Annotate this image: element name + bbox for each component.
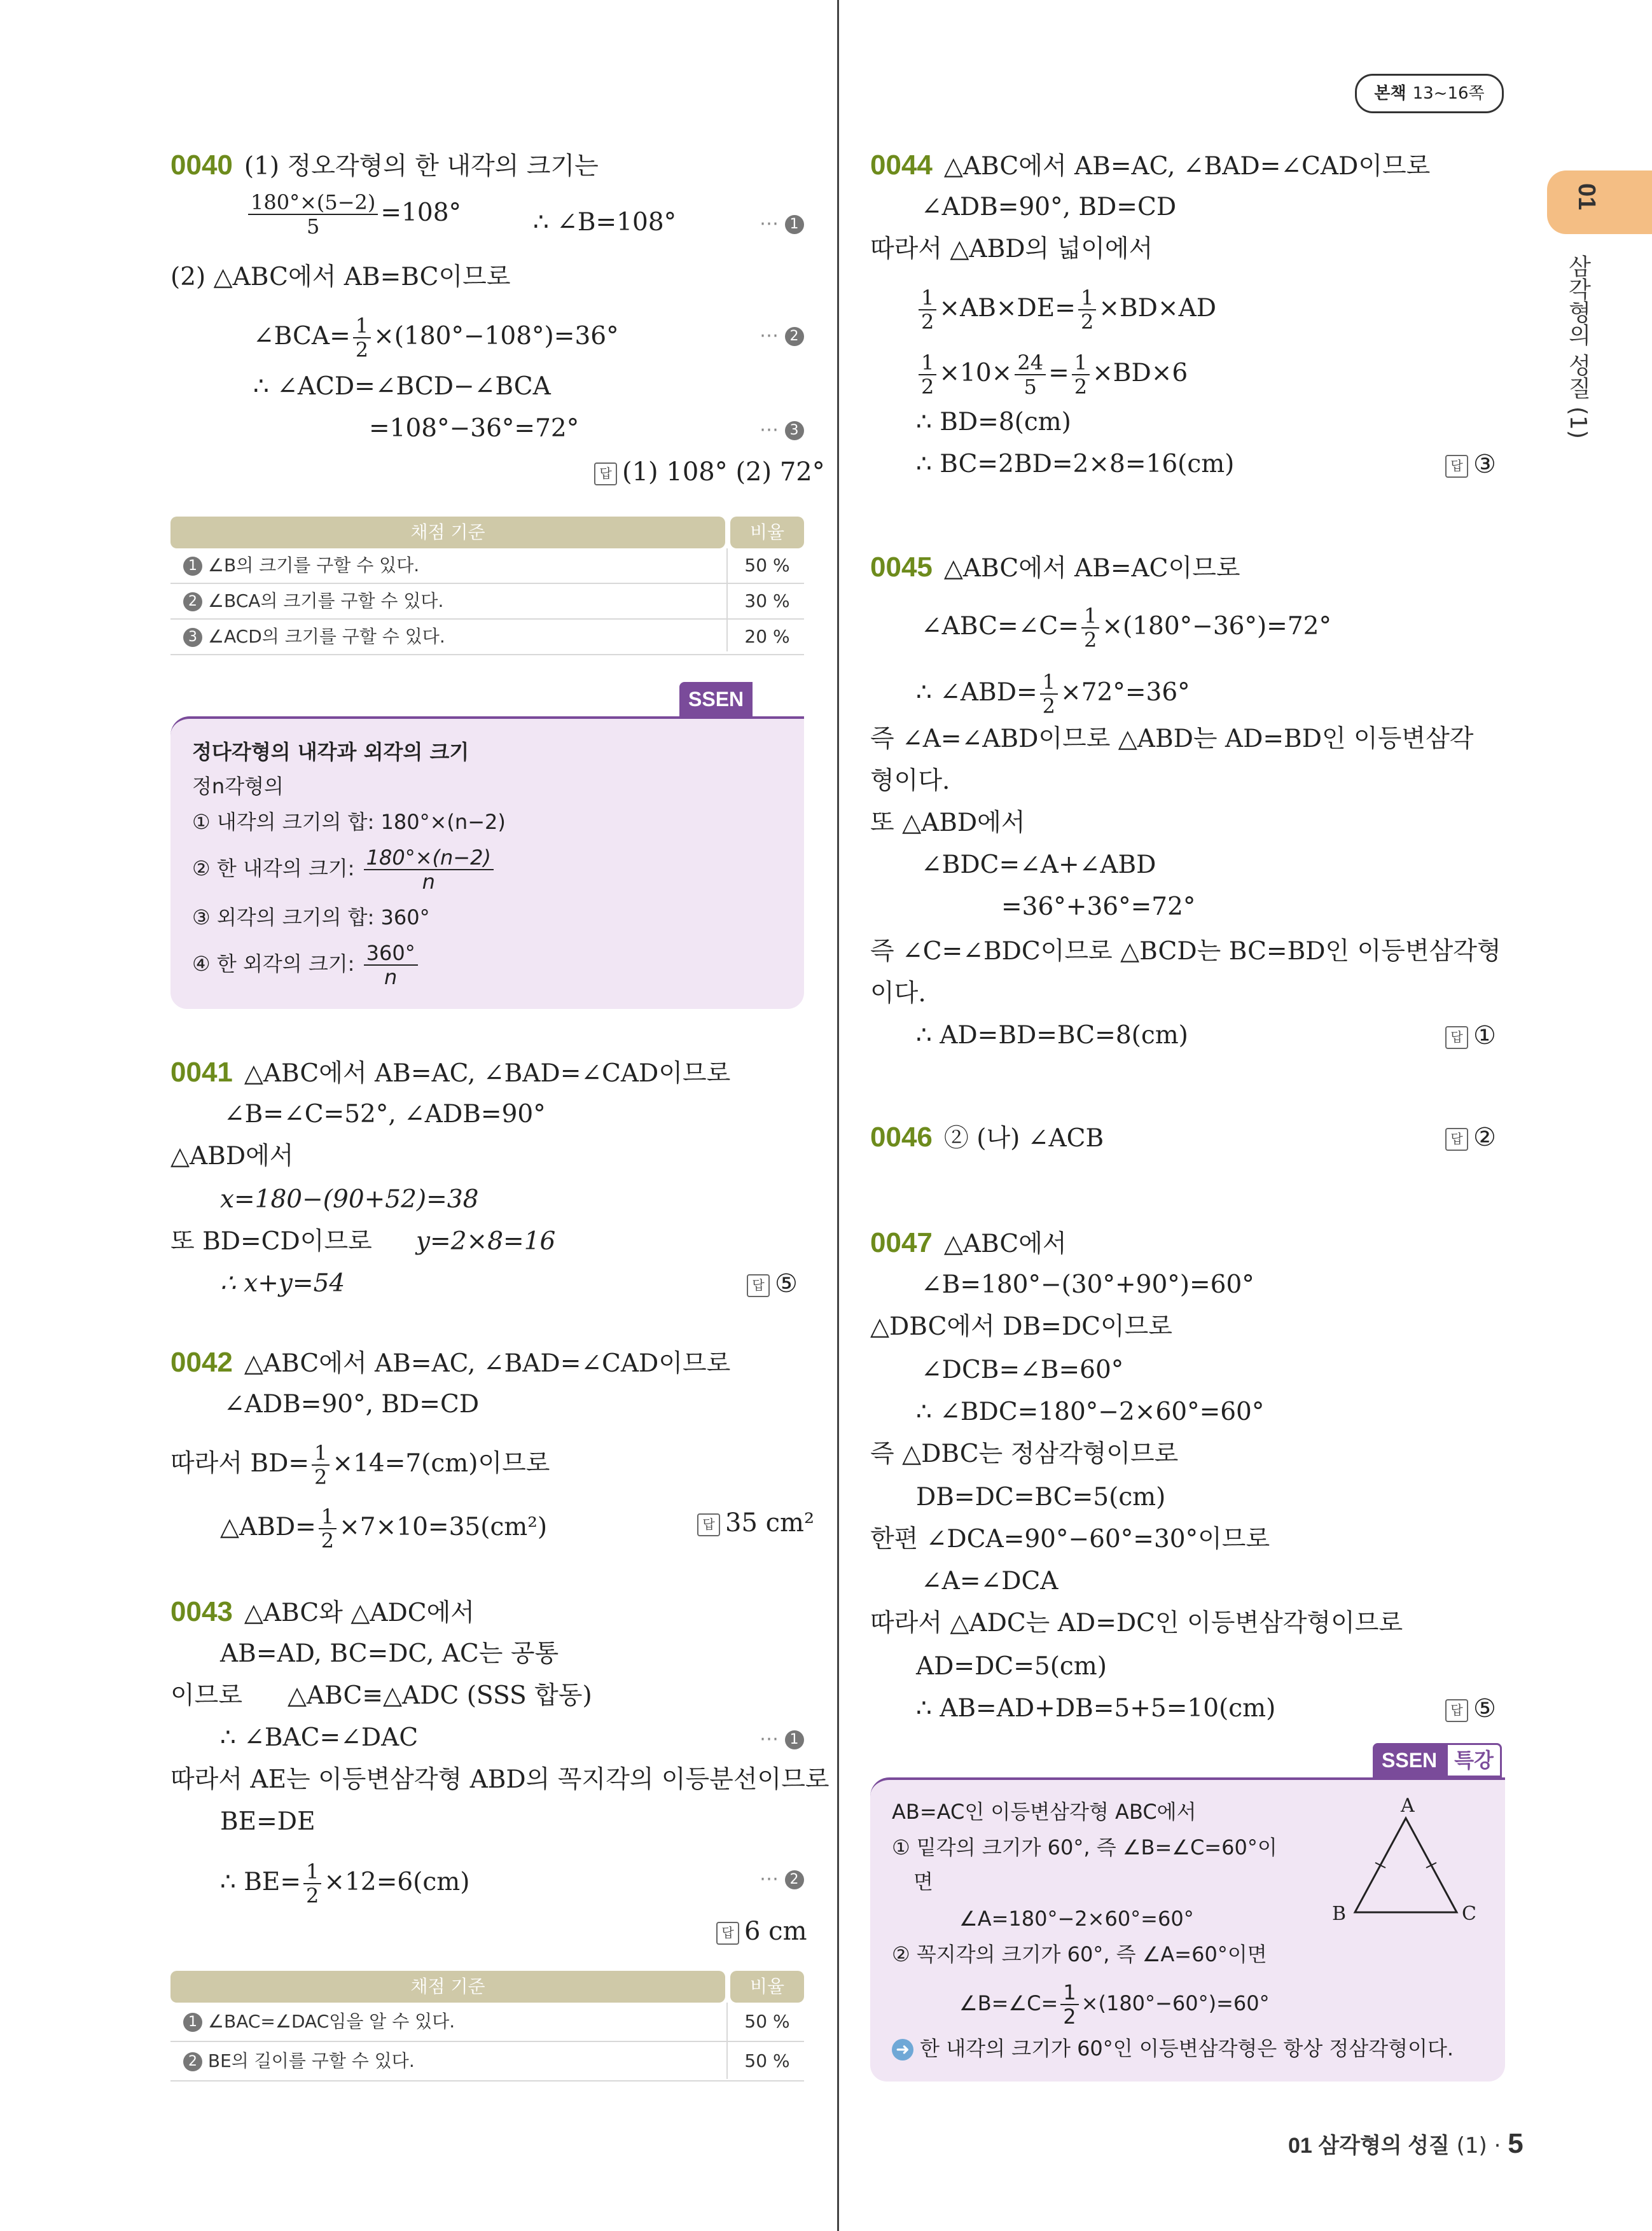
ratio-header: 비율 <box>730 517 804 548</box>
denominator: 5 <box>307 214 320 239</box>
numerator: 1 <box>1060 1981 1078 2005</box>
ssen-line-7 <box>892 2034 1454 2062</box>
answer-icon: 답 <box>1445 1699 1468 1722</box>
problem-number: 0043 <box>170 1596 233 1627</box>
criteria-header: 채점 기준 <box>170 517 725 548</box>
text: ∴ BE= <box>220 1868 302 1896</box>
text: △ABC에서 AB=AC, ∠BAD=∠CAD이므로 <box>244 1059 731 1088</box>
table-row <box>170 620 804 655</box>
footer-sub: (1) <box>1456 2133 1487 2158</box>
text: = <box>1048 359 1069 387</box>
criteria-text: ∠ACD의 크기를 구할 수 있다. <box>207 626 445 647</box>
page-divider <box>837 0 839 2231</box>
denominator: 2 <box>921 310 934 334</box>
criteria-text: BE의 길이를 구할 수 있다. <box>207 2050 415 2071</box>
vertex-label-c: C <box>1462 1903 1476 1925</box>
numerator: 180°×(n−2) <box>364 846 494 870</box>
denominator: 2 <box>1042 694 1056 718</box>
problem-number: 0040 <box>170 149 233 181</box>
denominator: 2 <box>314 1465 328 1489</box>
arrow-right-icon: ➜ <box>892 2039 913 2061</box>
text: △ABC와 △ADC에서 <box>244 1599 475 1627</box>
ratio-header: 비율 <box>730 1971 804 2003</box>
problem-0043-line4: ∴ ∠BAC=∠DAC <box>220 1723 419 1752</box>
fraction <box>1015 351 1046 398</box>
problem-number: 0044 <box>870 149 933 181</box>
grading-table-0043 <box>170 1971 804 2082</box>
fraction <box>319 1505 337 1552</box>
step-number: 1 <box>183 2013 202 2032</box>
answer-value: 6 cm <box>744 1917 807 1946</box>
problem-0047-line11: AD=DC=5(cm) <box>916 1652 1107 1681</box>
answer-value: 35 cm² <box>725 1508 814 1538</box>
page-footer: 01 삼각형의 성질 (1) · 5 <box>1288 2128 1524 2159</box>
ssen-line-6 <box>959 1981 1270 2028</box>
denominator: 2 <box>921 375 934 399</box>
problem-0044-line1 <box>870 150 1430 182</box>
answer-icon: 답 <box>697 1513 720 1536</box>
problem-0045-line11: ∴ AD=BD=BC=8(cm) <box>916 1021 1188 1050</box>
step-number: 2 <box>785 327 804 346</box>
fraction <box>248 191 378 238</box>
numerator: 24 <box>1015 351 1046 375</box>
step-mark-1: ⋯ 1 <box>760 1728 804 1750</box>
text: ② 한 내각의 크기: <box>192 856 355 880</box>
step-number: 1 <box>785 215 804 234</box>
denominator: n <box>422 870 435 894</box>
text: ×12=6(cm) <box>324 1868 470 1896</box>
step-number: 3 <box>785 421 804 440</box>
answer-value: ② <box>1473 1123 1496 1152</box>
problem-0041-line3: △ABD에서 <box>170 1142 294 1171</box>
problem-0047-line4: ∠DCB=∠B=60° <box>921 1356 1124 1384</box>
problem-0041-line2: ∠B=∠C=52°, ∠ADB=90° <box>224 1100 546 1129</box>
numerator: 1 <box>353 314 371 338</box>
answer-0044 <box>1445 449 1496 480</box>
ssen-label: SSEN <box>679 682 753 716</box>
step-number: 1 <box>785 1730 804 1749</box>
problem-0047-line12: ∴ AB=AD+DB=5+5=10(cm) <box>916 1694 1276 1723</box>
text: 한 내각의 크기가 60°인 이등변삼각형은 항상 정삼각형이다. <box>920 2036 1454 2061</box>
criteria-header: 채점 기준 <box>170 1971 725 2003</box>
step-mark-1: ⋯ 1 <box>760 212 804 235</box>
numerator: 1 <box>919 286 936 310</box>
problem-0045-line10: 이다. <box>870 979 926 1008</box>
fraction <box>1072 351 1090 398</box>
ssen-item-2 <box>192 846 496 893</box>
denominator: 2 <box>1063 2005 1076 2029</box>
text: ×AB×DE= <box>939 294 1076 323</box>
text: ∠B=∠C= <box>959 1991 1059 2015</box>
step-mark-3: ⋯ 3 <box>760 419 804 441</box>
fraction <box>1040 671 1058 718</box>
text: ② (나) ∠ACB <box>943 1124 1104 1153</box>
problem-0044-line3: 따라서 △ABD의 넓이에서 <box>870 235 1153 263</box>
problem-0047-line10: 따라서 △ADC는 AD=DC인 이등변삼각형이므로 <box>870 1609 1403 1637</box>
step-mark-2: ⋯ 2 <box>760 324 804 347</box>
problem-0043-line6: BE=DE <box>220 1807 316 1836</box>
numerator: 360° <box>364 942 418 966</box>
numerator: 180°×(5−2) <box>248 191 378 215</box>
denominator: 5 <box>1024 375 1037 399</box>
problem-number: 0047 <box>870 1227 933 1258</box>
problem-0041-line6: ∴ x+y=54 <box>220 1269 345 1298</box>
problem-0043-line3b: △ABC≡△ADC (SSS 합동) <box>288 1681 592 1710</box>
text: ×BD×AD <box>1099 294 1217 323</box>
text: △ABC에서 <box>943 1230 1067 1258</box>
ssen-label: SSEN <box>1373 1743 1446 1777</box>
problem-0045-line1 <box>870 552 1240 584</box>
text: ∠ABC=∠C= <box>921 612 1079 641</box>
text: ×10× <box>939 359 1013 387</box>
fraction <box>364 846 494 893</box>
problem-0040-line1 <box>170 150 599 182</box>
problem-0042-line1 <box>170 1347 730 1379</box>
answer-0043 <box>716 1916 807 1947</box>
problem-0047-line7: DB=DC=BC=5(cm) <box>916 1483 1166 1512</box>
problem-number: 0041 <box>170 1057 233 1088</box>
step-mark-2: ⋯ 2 <box>760 1868 804 1890</box>
ratio-value: 50 % <box>744 2050 790 2071</box>
numerator: 1 <box>1078 286 1096 310</box>
problem-0041-line5b: y=2×8=16 <box>416 1227 556 1256</box>
badge-label: 본책 <box>1374 84 1406 103</box>
chapter-side-title: 삼각형의 성질 (1) <box>1565 254 1591 439</box>
step-number: 3 <box>183 628 202 647</box>
problem-0045-line6: 또 △ABD에서 <box>870 809 1025 837</box>
ssen-tag <box>679 682 804 716</box>
answer-0040 <box>594 457 825 488</box>
problem-0041-line5a: 또 BD=CD이므로 <box>170 1227 372 1256</box>
problem-0040-line3: (2) △ABC에서 AB=BC이므로 <box>170 263 511 291</box>
problem-0044-line5 <box>916 351 1188 398</box>
fraction <box>1060 1981 1078 2028</box>
ssen-item-1: ① 내각의 크기의 합: 180°×(n−2) <box>192 810 506 834</box>
problem-0042-line3 <box>170 1442 550 1489</box>
grading-table-0040 <box>170 517 804 655</box>
denominator: 2 <box>1083 628 1097 652</box>
text: ×(180°−60°)=60° <box>1081 1991 1270 2015</box>
problem-number: 0046 <box>870 1122 933 1153</box>
problem-0047-line6: 즉 △DBC는 정삼각형이므로 <box>870 1440 1179 1468</box>
page-reference-badge <box>1355 74 1504 113</box>
page-number: 5 <box>1508 2128 1524 2159</box>
text: 따라서 BD= <box>170 1449 310 1478</box>
problem-0041-line1 <box>170 1057 730 1089</box>
fraction <box>353 314 371 361</box>
problem-0044-line7: ∴ BC=2BD=2×8=16(cm) <box>916 450 1235 478</box>
ssen-line-1: AB=AC인 이등변삼각형 ABC에서 <box>892 1800 1197 1824</box>
vertex-label-a: A <box>1401 1795 1415 1817</box>
isosceles-triangle-figure <box>1323 1793 1489 1933</box>
answer-icon: 답 <box>716 1922 739 1945</box>
answer-0045 <box>1445 1020 1496 1052</box>
ssen-box-polygon-angles <box>170 716 804 1009</box>
answer-value: ③ <box>1473 450 1496 479</box>
text: =108° <box>380 198 462 227</box>
criteria-text: ∠BAC=∠DAC임을 알 수 있다. <box>207 2011 455 2032</box>
text: ×(180°−36°)=72° <box>1102 612 1331 641</box>
ssen-subtitle: 정n각형의 <box>192 774 284 798</box>
answer-value: (1) 108° (2) 72° <box>622 457 825 487</box>
ratio-value: 50 % <box>744 555 790 576</box>
fraction <box>919 351 936 398</box>
table-row <box>170 548 804 584</box>
numerator: 1 <box>303 1860 321 1884</box>
problem-0047-line3: △DBC에서 DB=DC이므로 <box>870 1312 1172 1341</box>
problem-0043-line1 <box>170 1597 475 1629</box>
ssen-item-3: ③ 외각의 크기의 합: 360° <box>192 905 430 929</box>
text: ×14=7(cm)이므로 <box>332 1449 550 1478</box>
problem-0047-line8: 한편 ∠DCA=90°−60°=30°이므로 <box>870 1525 1270 1553</box>
denominator: 2 <box>1074 375 1088 399</box>
fraction <box>364 942 418 989</box>
answer-value: ⑤ <box>775 1269 798 1298</box>
problem-0043-line3a: 이므로 <box>170 1681 243 1710</box>
fraction <box>312 1442 330 1489</box>
problem-0040-line4 <box>253 314 619 361</box>
ssen-tag <box>1373 1743 1502 1777</box>
answer-icon: 답 <box>1445 455 1468 478</box>
text: ×BD×6 <box>1092 359 1188 387</box>
problem-0042-line4 <box>220 1505 547 1552</box>
chapter-number: 01 <box>1573 183 1600 211</box>
numerator: 1 <box>1040 671 1058 695</box>
ssen-box-isosceles <box>870 1777 1505 2082</box>
ratio-value: 30 % <box>744 590 790 611</box>
table-row <box>170 584 804 620</box>
problem-0044-line4 <box>916 286 1216 333</box>
text: △ABD= <box>220 1513 316 1541</box>
ssen-item-4 <box>192 942 420 989</box>
problem-0045-line4: 즉 ∠A=∠ABD이므로 △ABD는 AD=BD인 이등변삼각 <box>870 725 1474 753</box>
answer-icon: 답 <box>1445 1128 1468 1151</box>
text: ∴ ∠ABD= <box>916 678 1038 707</box>
vertex-label-b: B <box>1332 1903 1347 1925</box>
criteria-text: ∠BCA의 크기를 구할 수 있다. <box>207 590 444 611</box>
problem-0043-line2: AB=AD, BC=DC, AC는 공통 <box>220 1639 559 1668</box>
denominator: n <box>384 965 398 989</box>
problem-0043-line5: 따라서 AE는 이등변삼각형 ABD의 꼭지각의 이등분선이므로 <box>170 1765 829 1794</box>
problem-0040-line5: ∴ ∠ACD=∠BCD−∠BCA <box>253 372 551 401</box>
answer-0042 <box>697 1508 814 1539</box>
answer-value: ① <box>1473 1021 1496 1050</box>
answer-icon: 답 <box>1445 1026 1468 1049</box>
table-row <box>170 2003 804 2042</box>
answer-icon: 답 <box>747 1274 770 1297</box>
ssen-line-4: ∠A=180°−2×60°=60° <box>959 1907 1194 1931</box>
criteria-text: ∠B의 크기를 구할 수 있다. <box>207 555 420 576</box>
text: ④ 한 외각의 크기: <box>192 952 355 976</box>
text: (1) 정오각형의 한 내각의 크기는 <box>244 152 599 181</box>
problem-0047-line2: ∠B=180°−(30°+90°)=60° <box>921 1270 1254 1299</box>
fraction <box>1081 604 1099 651</box>
answer-0047 <box>1445 1693 1496 1725</box>
denominator: 2 <box>355 338 369 362</box>
problem-number: 0045 <box>870 552 933 583</box>
text: △ABC에서 AB=AC, ∠BAD=∠CAD이므로 <box>943 152 1431 181</box>
special-label: 특강 <box>1446 1743 1502 1777</box>
problem-0046-line1 <box>870 1122 1104 1154</box>
problem-0045-line9: 즉 ∠C=∠BDC이므로 △BCD는 BC=BD인 이등변삼각형 <box>870 937 1501 966</box>
text: ×7×10=35(cm²) <box>339 1513 548 1541</box>
step-number: 2 <box>785 1870 804 1889</box>
text: △ABC에서 AB=AC이므로 <box>943 554 1240 583</box>
problem-number: 0042 <box>170 1347 233 1378</box>
problem-0044-line6: ∴ BD=8(cm) <box>916 408 1071 436</box>
fraction <box>919 286 936 333</box>
numerator: 1 <box>312 1442 330 1466</box>
footer-chapter: 01 삼각형의 성질 <box>1288 2134 1450 2158</box>
numerator: 1 <box>1072 351 1090 375</box>
problem-0047-line9: ∠A=∠DCA <box>921 1567 1059 1595</box>
ratio-value: 50 % <box>744 2011 790 2032</box>
text: ×72°=36° <box>1060 678 1190 707</box>
answer-icon: 답 <box>594 462 617 485</box>
denominator: 2 <box>306 1884 319 1908</box>
answer-value: ⑤ <box>1473 1694 1496 1723</box>
numerator: 1 <box>919 351 936 375</box>
problem-0045-line2 <box>921 604 1331 651</box>
problem-0045-line7: ∠BDC=∠A+∠ABD <box>921 851 1156 879</box>
ratio-value: 20 % <box>744 626 790 647</box>
ssen-title: 정다각형의 내각과 외각의 크기 <box>192 740 469 764</box>
problem-0045-line3 <box>916 671 1190 718</box>
problem-0040-therefore: ∴ ∠B=108° <box>533 208 677 237</box>
problem-0047-line1 <box>870 1228 1067 1260</box>
problem-0044-line2: ∠ADB=90°, BD=CD <box>921 193 1177 221</box>
fraction <box>1078 286 1096 333</box>
step-number: 1 <box>183 557 202 576</box>
problem-0040-line6: =108°−36°=72° <box>369 414 580 443</box>
numerator: 1 <box>319 1505 337 1529</box>
table-row <box>170 2042 804 2082</box>
chapter-tab <box>1547 170 1652 234</box>
badge-pages: 13~16쪽 <box>1412 84 1485 103</box>
denominator: 2 <box>321 1529 335 1553</box>
problem-0040-line2 <box>246 191 461 238</box>
step-number: 2 <box>183 2052 202 2071</box>
text: △ABC에서 AB=AC, ∠BAD=∠CAD이므로 <box>244 1349 731 1378</box>
text: ∠BCA= <box>253 322 351 351</box>
problem-0045-line5: 형이다. <box>870 767 950 795</box>
problem-0041-line4: x=180−(90+52)=38 <box>220 1185 479 1214</box>
ssen-line-5: ② 꼭지각의 크기가 60°, 즉 ∠A=60°이면 <box>892 1942 1267 1966</box>
answer-0041 <box>747 1268 798 1300</box>
numerator: 1 <box>1081 604 1099 629</box>
problem-0042-line2: ∠ADB=90°, BD=CD <box>224 1390 480 1419</box>
denominator: 2 <box>1080 310 1094 334</box>
answer-0046 <box>1445 1122 1496 1153</box>
problem-0047-line5: ∴ ∠BDC=180°−2×60°=60° <box>916 1398 1265 1426</box>
problem-0043-line7 <box>220 1860 469 1907</box>
ssen-line-3: 면 <box>913 1870 933 1894</box>
step-number: 2 <box>183 592 202 611</box>
ssen-line-2: ① 밑각의 크기가 60°, 즉 ∠B=∠C=60°이 <box>892 1835 1277 1859</box>
fraction <box>303 1860 321 1907</box>
text: ×(180°−108°)=36° <box>373 322 619 351</box>
problem-0045-line8: =36°+36°=72° <box>1001 893 1196 921</box>
